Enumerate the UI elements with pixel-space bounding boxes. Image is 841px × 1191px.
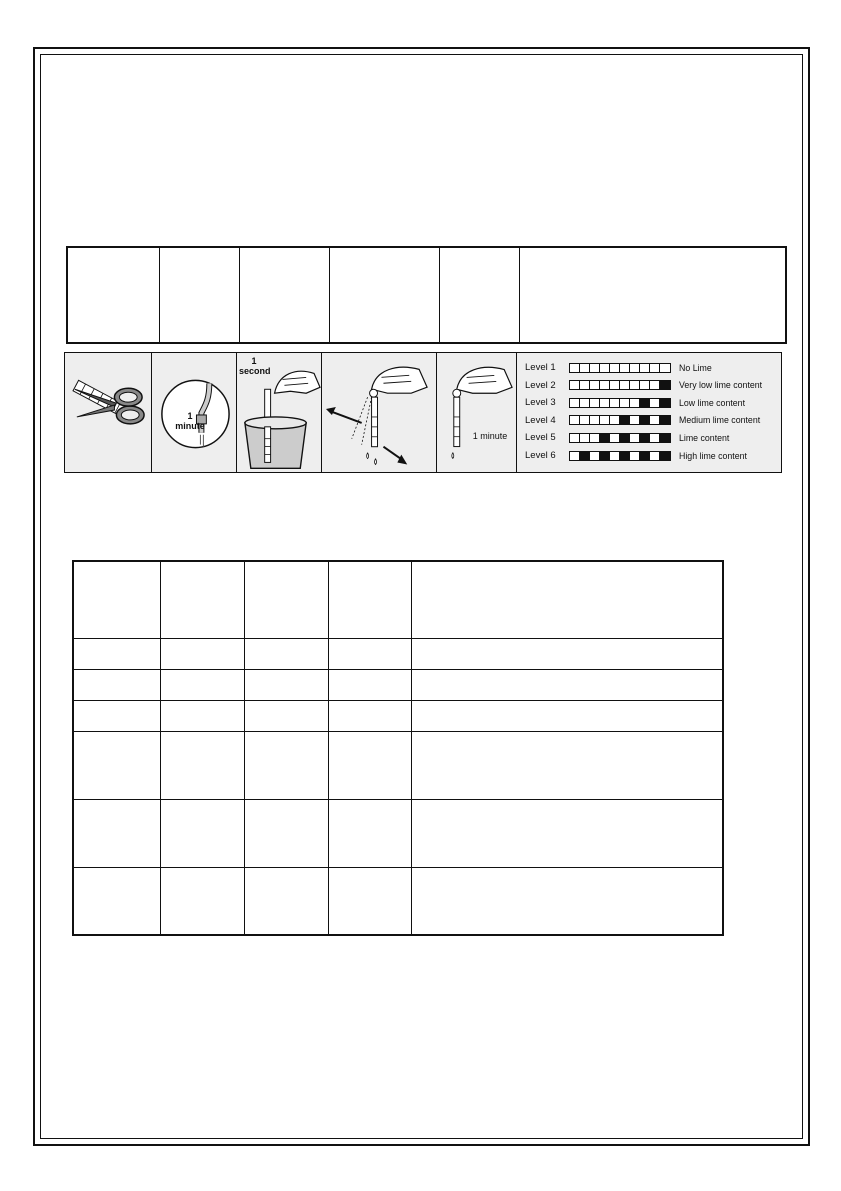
header-cell	[67, 247, 159, 343]
strip-cell-empty	[590, 416, 600, 424]
header-cell	[159, 247, 239, 343]
panel-scissors	[65, 353, 152, 472]
strip-cell-empty	[640, 381, 650, 389]
strip-cell-empty	[650, 381, 660, 389]
strip-cell-empty	[590, 364, 600, 372]
table-row	[73, 700, 723, 731]
strip-cell-empty	[600, 416, 610, 424]
strip-cell-empty	[630, 364, 640, 372]
strip-cell-filled	[640, 416, 650, 424]
strip-cell-empty	[580, 416, 590, 424]
strip-cell-filled	[640, 452, 650, 460]
test-strip-pattern	[569, 451, 671, 461]
strip-cell-empty	[630, 381, 640, 389]
strip-cell-empty	[630, 399, 640, 407]
strip-cell-filled	[640, 399, 650, 407]
level-description: Low lime content	[679, 397, 746, 408]
strip-cell-empty	[620, 381, 630, 389]
strip-cell-empty	[610, 452, 620, 460]
strip-cell-filled	[660, 399, 670, 407]
level-row	[525, 396, 745, 409]
strip-cell-filled	[640, 434, 650, 442]
strip-cell-empty	[570, 381, 580, 389]
strip-cell-empty	[600, 364, 610, 372]
test-strip-pattern	[569, 363, 671, 373]
wait-strip-icon	[437, 353, 516, 472]
strip-cell-empty	[650, 399, 660, 407]
strip-cell-empty	[630, 434, 640, 442]
strip-cell-empty	[590, 381, 600, 389]
strip-cell-empty	[650, 434, 660, 442]
test-strip-pattern	[569, 415, 671, 425]
level-row	[525, 379, 762, 392]
strip-cell-empty	[640, 364, 650, 372]
panel-dip	[237, 353, 322, 472]
level-description: High lime content	[679, 450, 747, 461]
level-description: Very low lime content	[679, 380, 763, 391]
strip-cell-empty	[580, 381, 590, 389]
panel-wait	[437, 353, 517, 472]
test-strip-pattern	[569, 433, 671, 443]
panel-levels	[517, 353, 781, 472]
test-strip-pattern	[569, 398, 671, 408]
strip-cell-empty	[620, 364, 630, 372]
strip-cell-empty	[580, 364, 590, 372]
shake-strip-icon	[322, 353, 436, 472]
strip-cell-empty	[650, 416, 660, 424]
table-row	[73, 867, 723, 935]
level-name: Level 5	[525, 432, 556, 444]
header-cell	[439, 247, 519, 343]
instruction-strip	[64, 352, 782, 473]
timer-caption: 1 minute	[175, 411, 205, 431]
strip-cell-filled	[660, 452, 670, 460]
scissors-icon	[65, 353, 151, 472]
strip-cell-empty	[650, 452, 660, 460]
panel-timer	[152, 353, 237, 472]
strip-cell-filled	[620, 452, 630, 460]
results-table	[72, 560, 724, 936]
level-description: Lime content	[679, 432, 730, 443]
strip-cell-filled	[600, 452, 610, 460]
wait-caption: 1 minute	[472, 431, 508, 441]
strip-cell-empty	[600, 381, 610, 389]
header-table	[66, 246, 787, 344]
level-name: Level 1	[525, 362, 556, 373]
test-strip-pattern	[569, 380, 671, 390]
strip-cell-filled	[620, 416, 630, 424]
strip-cell-empty	[660, 364, 670, 372]
level-row	[525, 449, 747, 462]
strip-cell-empty	[580, 434, 590, 442]
level-name: Level 2	[525, 379, 556, 391]
table-row	[73, 638, 723, 669]
table-row	[73, 669, 723, 700]
strip-cell-empty	[650, 364, 660, 372]
strip-cell-empty	[570, 399, 580, 407]
strip-cell-empty	[620, 399, 630, 407]
header-cell	[239, 247, 329, 343]
strip-cell-filled	[660, 381, 670, 389]
level-name: Level 3	[525, 397, 556, 409]
strip-cell-empty	[590, 452, 600, 460]
strip-cell-empty	[570, 452, 580, 460]
strip-cell-filled	[600, 434, 610, 442]
strip-cell-empty	[610, 364, 620, 372]
strip-cell-empty	[600, 399, 610, 407]
strip-cell-empty	[610, 381, 620, 389]
strip-cell-empty	[630, 416, 640, 424]
strip-cell-empty	[610, 434, 620, 442]
strip-cell-empty	[570, 364, 580, 372]
level-description: No Lime	[679, 362, 712, 373]
header-cell	[329, 247, 439, 343]
level-description: Medium lime content	[679, 415, 761, 426]
strip-cell-empty	[570, 416, 580, 424]
level-row	[525, 414, 760, 427]
strip-cell-filled	[660, 434, 670, 442]
dip-caption: 1 second	[239, 356, 271, 376]
strip-cell-filled	[620, 434, 630, 442]
level-row	[525, 361, 712, 374]
level-name: Level 6	[525, 450, 556, 461]
level-name: Level 4	[525, 414, 556, 426]
table-row	[73, 731, 723, 799]
strip-cell-filled	[660, 416, 670, 424]
strip-cell-empty	[590, 434, 600, 442]
table-row	[73, 799, 723, 867]
level-row	[525, 431, 729, 444]
panel-shake	[322, 353, 437, 472]
table-row	[73, 561, 723, 638]
strip-cell-empty	[630, 452, 640, 460]
header-cell	[519, 247, 786, 343]
strip-cell-empty	[580, 399, 590, 407]
strip-cell-empty	[610, 399, 620, 407]
strip-cell-filled	[580, 452, 590, 460]
strip-cell-empty	[610, 416, 620, 424]
strip-cell-empty	[590, 399, 600, 407]
strip-cell-empty	[570, 434, 580, 442]
